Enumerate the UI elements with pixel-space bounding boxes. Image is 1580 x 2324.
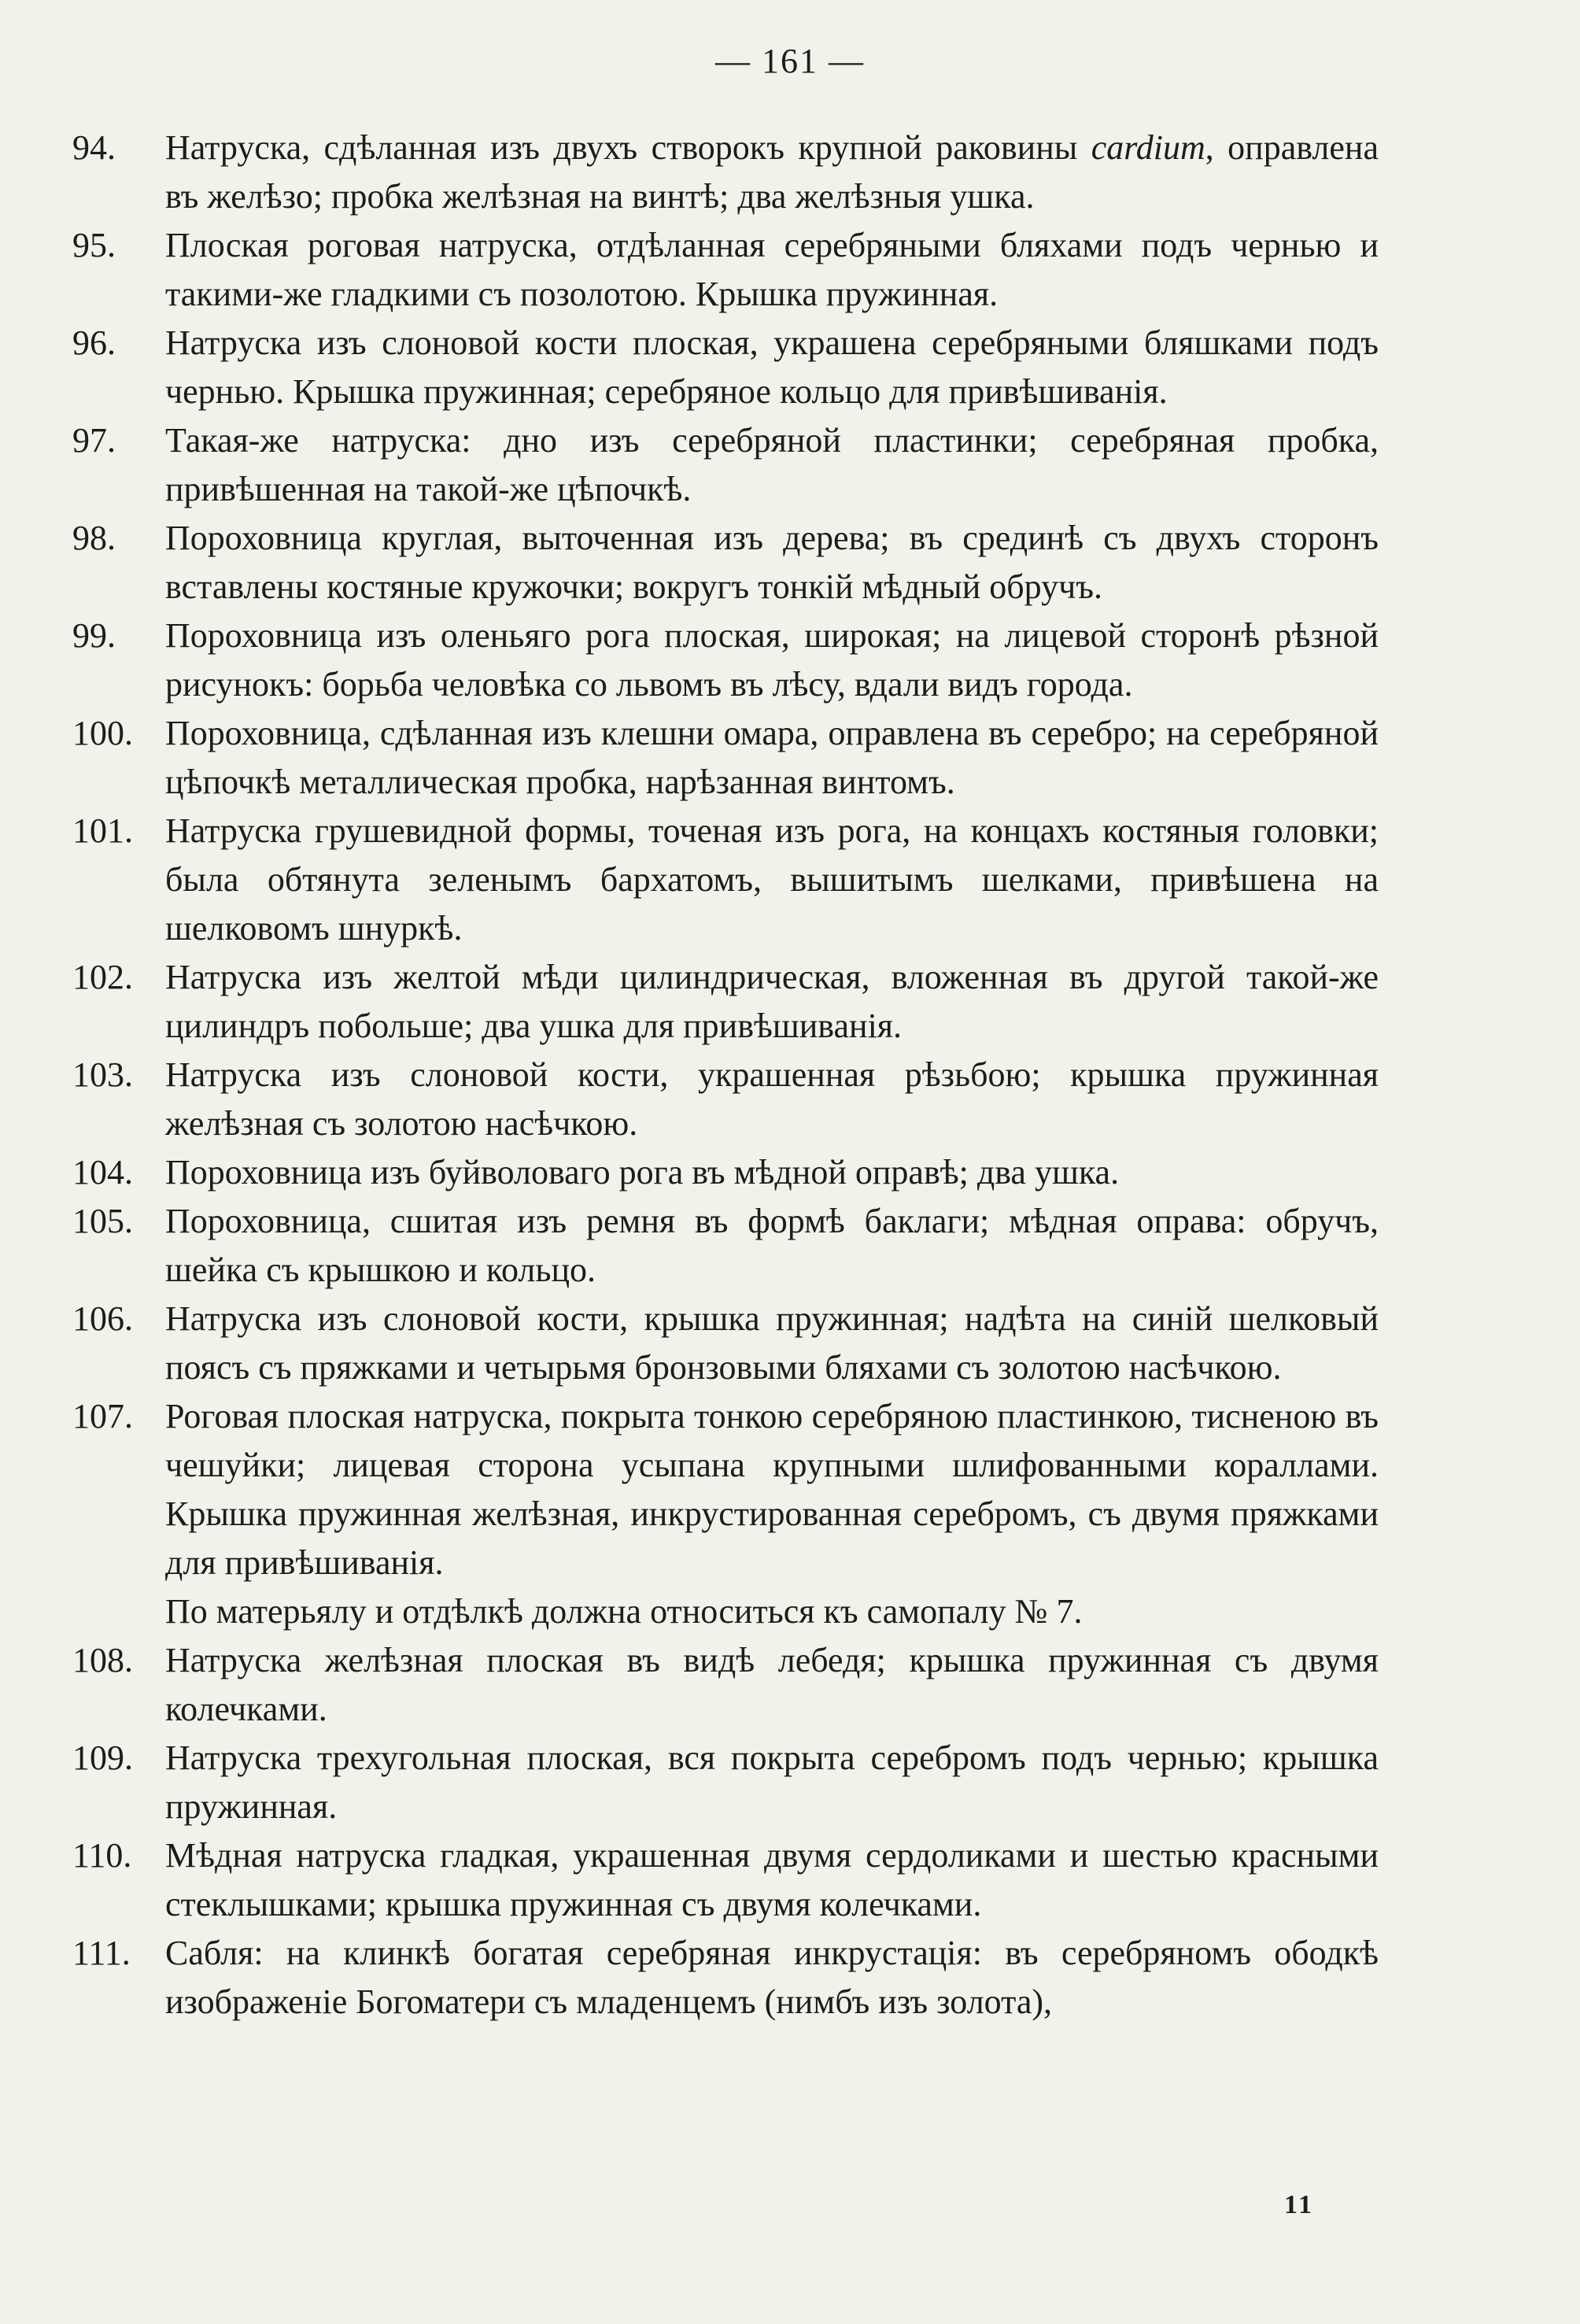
entry-text-part: , оправлена въ желѣзо; пробка желѣзная на винтѣ; два желѣзныя ушка. bbox=[165, 128, 1379, 216]
entry-note: По матерьялу и отдѣлкѣ должна относиться къ самопалу № 7. bbox=[165, 1592, 1083, 1631]
entry-text-part: Натруска, сдѣланная изъ двухъ створокъ крупной раковины bbox=[165, 128, 1091, 167]
entry-number: 107. bbox=[72, 1397, 133, 1435]
catalog-entry bbox=[72, 319, 1379, 416]
entry-number: 110. bbox=[72, 1836, 132, 1875]
entry-number: 106. bbox=[72, 1299, 133, 1338]
entry-number: 109. bbox=[72, 1738, 133, 1777]
entry-text bbox=[165, 124, 1379, 221]
catalog-entry bbox=[72, 1734, 1379, 1831]
catalog-entry bbox=[72, 807, 1379, 953]
entry-text: Пороховница, сшитая изъ ремня въ формѣ баклаги; мѣдная оправа: обручъ, шейка съ крышкою и кольцо. bbox=[165, 1202, 1379, 1289]
catalog-entries bbox=[72, 124, 1379, 2027]
entry-number: 101. bbox=[72, 811, 133, 850]
entry-text: Натруска трехугольная плоская, вся покрыта серебромъ подъ чернью; крышка пружинная. bbox=[165, 1738, 1379, 1826]
entry-number: 100. bbox=[72, 714, 133, 752]
entry-text: Такая-же натруска: дно изъ серебряной пластинки; серебряная пробка, привѣшенная на такой-же цѣпочкѣ. bbox=[165, 421, 1379, 508]
catalog-entry bbox=[72, 611, 1379, 709]
entry-text-italic: cardium bbox=[1091, 128, 1205, 167]
entry-number: 104. bbox=[72, 1153, 133, 1192]
catalog-entry bbox=[72, 953, 1379, 1051]
entry-number: 102. bbox=[72, 958, 133, 996]
catalog-entry bbox=[72, 416, 1379, 514]
entry-number: 95. bbox=[72, 226, 116, 264]
signature-mark: 11 bbox=[1284, 2190, 1315, 2219]
catalog-entry bbox=[72, 221, 1379, 319]
entry-number: 108. bbox=[72, 1641, 133, 1679]
entry-text: Роговая плоская натруска, покрыта тонкою серебряною пластинкою, тисненою въ чешуйки; лицевая сторона усыпана крупными шлифованными кораллами. Крышка пружинная желѣзная, инкрустированная серебромъ, съ двумя пряжками для привѣшиванія. bbox=[165, 1397, 1379, 1582]
entry-text: Мѣдная натруска гладкая, украшенная двумя сердоликами и шестью красными стеклышками; крышка пружинная съ двумя колечками. bbox=[165, 1836, 1379, 1923]
entry-text: Плоская роговая натруска, отдѣланная серебряными бляхами подъ чернью и такими-же гладкими съ позолотою. Крышка пружинная. bbox=[165, 226, 1379, 313]
catalog-entry bbox=[72, 1051, 1379, 1148]
entry-text: Натруска грушевидной формы, точеная изъ рога, на концахъ костяныя головки; была обтянута зеленымъ бархатомъ, вышитымъ шелками, привѣшена на шелковомъ шнуркѣ. bbox=[165, 811, 1379, 948]
entry-text: Пороховница изъ оленьяго рога плоская, широкая; на лицевой сторонѣ рѣзной рисунокъ: борьба человѣка со львомъ въ лѣсу, вдали видъ города. bbox=[165, 616, 1379, 704]
catalog-entry bbox=[72, 514, 1379, 611]
entry-number: 111. bbox=[72, 1934, 131, 1972]
entry-text: Пороховница изъ буйволоваго рога въ мѣдной оправѣ; два ушка. bbox=[165, 1153, 1120, 1192]
entry-text: Натруска изъ слоновой кости плоская, украшена серебряными бляшками подъ чернью. Крышка пружинная; серебряное кольцо для привѣшиванія. bbox=[165, 323, 1379, 411]
catalog-entry bbox=[72, 1392, 1379, 1587]
page-number: — 161 — bbox=[715, 42, 865, 80]
entry-number: 99. bbox=[72, 616, 116, 655]
entry-text: Натруска изъ слоновой кости, украшенная рѣзьбою; крышка пружинная желѣзная съ золотою насѣчкою. bbox=[165, 1055, 1379, 1143]
entry-number: 94. bbox=[72, 128, 116, 167]
entry-text: Натруска изъ желтой мѣди цилиндрическая, вложенная въ другой такой-же цилиндръ побольше; два ушка для привѣшиванія. bbox=[165, 958, 1379, 1045]
catalog-entry bbox=[72, 124, 1379, 221]
catalog-entry bbox=[72, 1929, 1379, 2027]
catalog-entry bbox=[72, 1636, 1379, 1734]
entry-text: Пороховница, сдѣланная изъ клешни омара, оправлена въ серебро; на серебряной цѣпочкѣ металлическая пробка, нарѣзанная винтомъ. bbox=[165, 714, 1379, 801]
entry-number: 96. bbox=[72, 323, 116, 362]
entry-number: 98. bbox=[72, 519, 116, 557]
catalog-entry bbox=[72, 1148, 1379, 1197]
entry-text: Натруска изъ слоновой кости, крышка пружинная; надѣта на синій шелковый поясъ съ пряжками и четырьмя бронзовыми бляхами съ золотою насѣчкою. bbox=[165, 1299, 1379, 1387]
catalog-entry bbox=[72, 1831, 1379, 1929]
entry-text: Пороховница круглая, выточенная изъ дерева; въ срединѣ съ двухъ сторонъ вставлены костяные кружочки; вокругъ тонкій мѣдный обручъ. bbox=[165, 519, 1379, 606]
entry-number: 103. bbox=[72, 1055, 133, 1094]
entry-number: 97. bbox=[72, 421, 116, 460]
entry-text: Натруска желѣзная плоская въ видѣ лебедя; крышка пружинная съ двумя колечками. bbox=[165, 1641, 1379, 1728]
catalog-entry bbox=[72, 1295, 1379, 1392]
catalog-entry bbox=[72, 709, 1379, 807]
entry-text: Сабля: на клинкѣ богатая серебряная инкрустація: въ серебряномъ ободкѣ изображеніе Богоматери съ младенцемъ (нимбъ изъ золота), bbox=[165, 1934, 1379, 2021]
catalog-entry bbox=[72, 1197, 1379, 1295]
entry-number: 105. bbox=[72, 1202, 133, 1240]
